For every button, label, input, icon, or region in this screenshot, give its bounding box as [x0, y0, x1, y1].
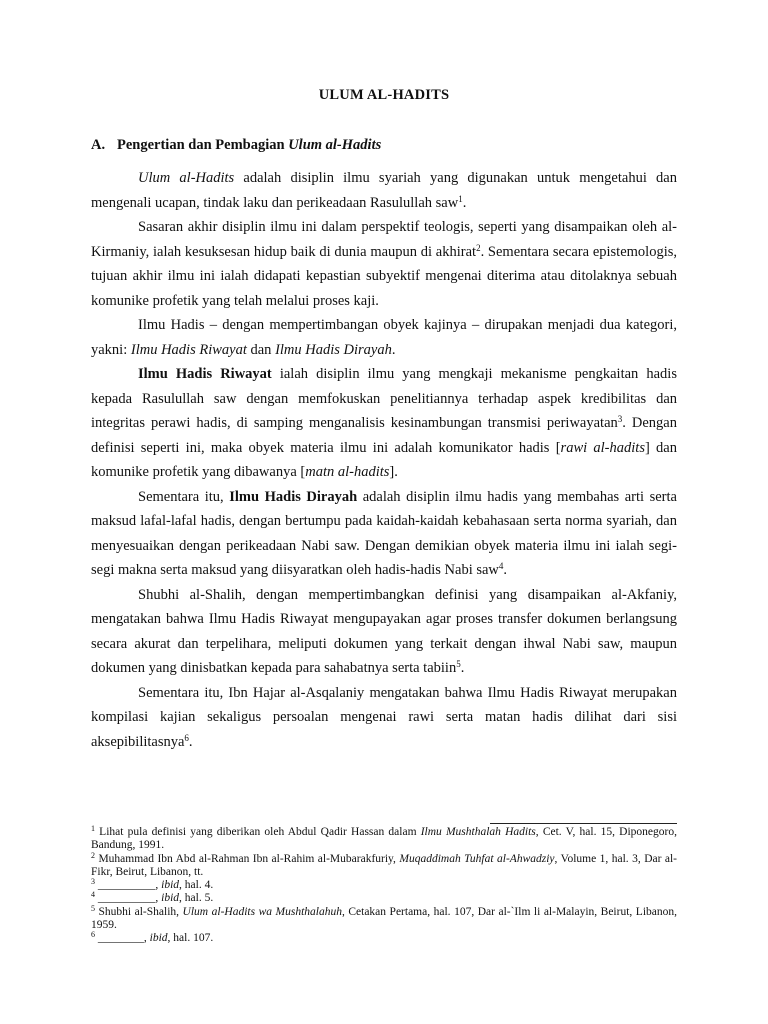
paragraph-text: ] dan komunike profetik yang dibawanya [	[91, 439, 677, 480]
footnotes	[91, 826, 677, 946]
paragraph-text: dan	[246, 341, 276, 358]
paragraph-text: ialah disiplin ilmu yang mengkaji mekanisme pengkaitan hadis kepada Rasulullah saw dengan memfokuskan penelitiannya terhadap aspek kredibilitas dan integritas perawi hadis, di samping menganalisis kesinambungan transmisi periwayatan	[91, 366, 677, 431]
footnote-ref-1[interactable]: 1	[458, 193, 463, 204]
footnote-separator	[490, 823, 677, 824]
footnote-1	[91, 826, 677, 853]
footnote-title: ibid	[149, 932, 168, 945]
page-title: ULUM AL-HADITS	[318, 87, 450, 103]
paragraph-3	[91, 313, 677, 362]
paragraph-4	[91, 362, 677, 485]
term-bold-dirayah: Ilmu Hadis Dirayah	[229, 488, 358, 505]
paragraph-2	[91, 215, 677, 313]
term-ulum-al-hadits: Ulum al-Hadits	[138, 170, 235, 186]
footnote-mark: 4	[91, 890, 95, 900]
paragraph-text: .	[462, 194, 467, 211]
footnote-text: , Cet. V, hal. 15, Diponegoro, Bandung, 1991.	[91, 826, 677, 852]
footnote-text: Muhammad Ibn Abd al-Rahman Ibn al-Rahim al-Mubarakfuriy,	[95, 852, 400, 865]
footnote-ref-4[interactable]: 4	[498, 561, 504, 571]
footnote-text: , Cetakan Pertama, hal. 107, Dar al-`Ilm li al-Malayin, Beirut, Libanon, 1959.	[91, 905, 677, 932]
footnote-text: , hal. 4.	[179, 879, 214, 892]
footnote-title: Muqaddimah Tuhfat al-Ahwadziy	[399, 852, 555, 865]
footnote-3	[91, 879, 677, 892]
paragraph-text: .	[460, 660, 465, 676]
footnote-mark: 6	[91, 930, 95, 940]
footnote-mark: 2	[91, 850, 95, 860]
body-text	[91, 166, 677, 754]
footnote-mark: 5	[91, 903, 95, 913]
section-heading	[91, 137, 381, 154]
paragraph-1	[91, 166, 677, 215]
paragraph-text: . Dengan definisi seperti ini, maka obyek materia ilmu ini adalah komunikator hadis [	[91, 415, 677, 456]
footnote-text: Shubhi al-Shalih,	[95, 905, 183, 918]
footnote-4	[91, 892, 677, 905]
footnote-ref-6[interactable]: 6	[184, 732, 189, 743]
footnote-ref-2[interactable]: 2	[476, 242, 481, 253]
paragraph-text: .	[503, 562, 508, 578]
footnote-5	[91, 903, 677, 933]
paragraph-text: Sasaran akhir disiplin ilmu ini dalam perspektif teologis, seperti yang disampaikan oleh al-Kirmaniy, ialah kesuksesan hidup baik di dunia maupun di akhirat	[91, 219, 677, 260]
footnote-mark: 3	[91, 877, 95, 887]
footnote-ref-5[interactable]: 5	[456, 659, 461, 669]
term-bold-riwayat: Ilmu Hadis Riwayat	[138, 366, 272, 382]
footnote-text: Lihat pula definisi yang diberikan oleh Abdul Qadir Hassan dalam	[95, 826, 421, 838]
section-heading-italic: Ulum al-Hadits	[288, 137, 382, 153]
paragraph-text: Ilmu Hadis – dengan mempertimbangan obyek kajinya – dirupakan menjadi dua kategori, yakni:	[91, 317, 677, 358]
term-ilmu-hadis-riwayat: Ilmu Hadis Riwayat	[130, 341, 247, 358]
paragraph-text: adalah disiplin ilmu syariah yang digunakan untuk mengetahui dan mengenali ucapan, tindak laku dan perikeadaan Rasulullah saw	[91, 170, 677, 211]
paragraph-text: ].	[389, 464, 398, 480]
footnote-6	[91, 932, 677, 945]
term-matn-al-hadits: matn al-hadits	[305, 464, 390, 480]
paragraph-text: Sementara itu, Ibn Hajar al-Asqalaniy mengatakan bahwa Ilmu Hadis Riwayat merupakan kompilasi kajian sekaligus persoalan mengenai rawi serta matan hadis dilihat dari sisi aksepibilitasnya	[91, 684, 677, 750]
footnote-text: , Volume 1, hal. 3, Dar al-Fikr, Beirut, Libanon, tt.	[91, 852, 678, 878]
footnote-text: __________,	[95, 879, 162, 892]
term-rawi-al-hadits: rawi al-hadits	[560, 439, 645, 456]
footnote-text: ________,	[95, 932, 150, 945]
footnote-2	[91, 850, 678, 880]
paragraph-5	[91, 485, 677, 583]
section-number: A.	[91, 137, 106, 153]
term-ilmu-hadis-dirayah: Ilmu Hadis Dirayah	[275, 341, 392, 358]
footnote-text: , hal. 107.	[167, 932, 214, 945]
footnote-text: , hal. 5.	[179, 892, 214, 905]
paragraph-text: Shubhi al-Shalih, dengan mempertimbangkan definisi yang disampaikan al-Akfaniy, mengatakan bahwa Ilmu Hadis Riwayat mengupayakan agar proses transfer dokumen berlangsung secara akurat dan terpelihara, meliputi dokumen yang terkait dengan ihwal Nabi saw, maupun dokumen yang dinisbatkan kepada para sahabatnya serta tabiin	[91, 586, 677, 676]
paragraph-7	[91, 681, 677, 755]
footnote-title: Ulum al-Hadits wa Mushthalahuh	[182, 905, 342, 918]
footnote-title: ibid	[161, 892, 180, 905]
paragraph-6	[91, 583, 677, 681]
footnote-text: __________,	[95, 892, 162, 905]
footnote-title: Ilmu Mushthalah Hadits	[420, 826, 536, 838]
paragraph-text: Sementara itu,	[138, 488, 230, 505]
paragraph-text: .	[391, 341, 396, 358]
section-heading-text: Pengertian dan Pembagian	[117, 137, 289, 153]
footnote-mark: 1	[91, 824, 95, 833]
paragraph-text: adalah disiplin ilmu hadis yang membahas arti serta maksud lafal-lafal hadis, dengan bertumpu pada kaidah-kaidah kebahasaan serta norma syariah, dan menyesuaikan dengan perikeadaan Nabi saw. Dengan demikian obyek materia ilmu ini ialah segi-segi makna serta maksud yang diisyaratkan oleh hadis-hadis Nabi saw	[91, 488, 677, 578]
footnote-ref-3[interactable]: 3	[617, 414, 623, 424]
footnote-title: ibid	[161, 879, 180, 892]
paragraph-text: .	[188, 733, 193, 750]
paragraph-text: . Sementara secara epistemologis, tujuan akhir ilmu ini ialah didapati kepastian subyektif mengenai diterima atau ditolaknya sebuah komunike profetik yang telah melalui proses kaji.	[91, 243, 677, 309]
